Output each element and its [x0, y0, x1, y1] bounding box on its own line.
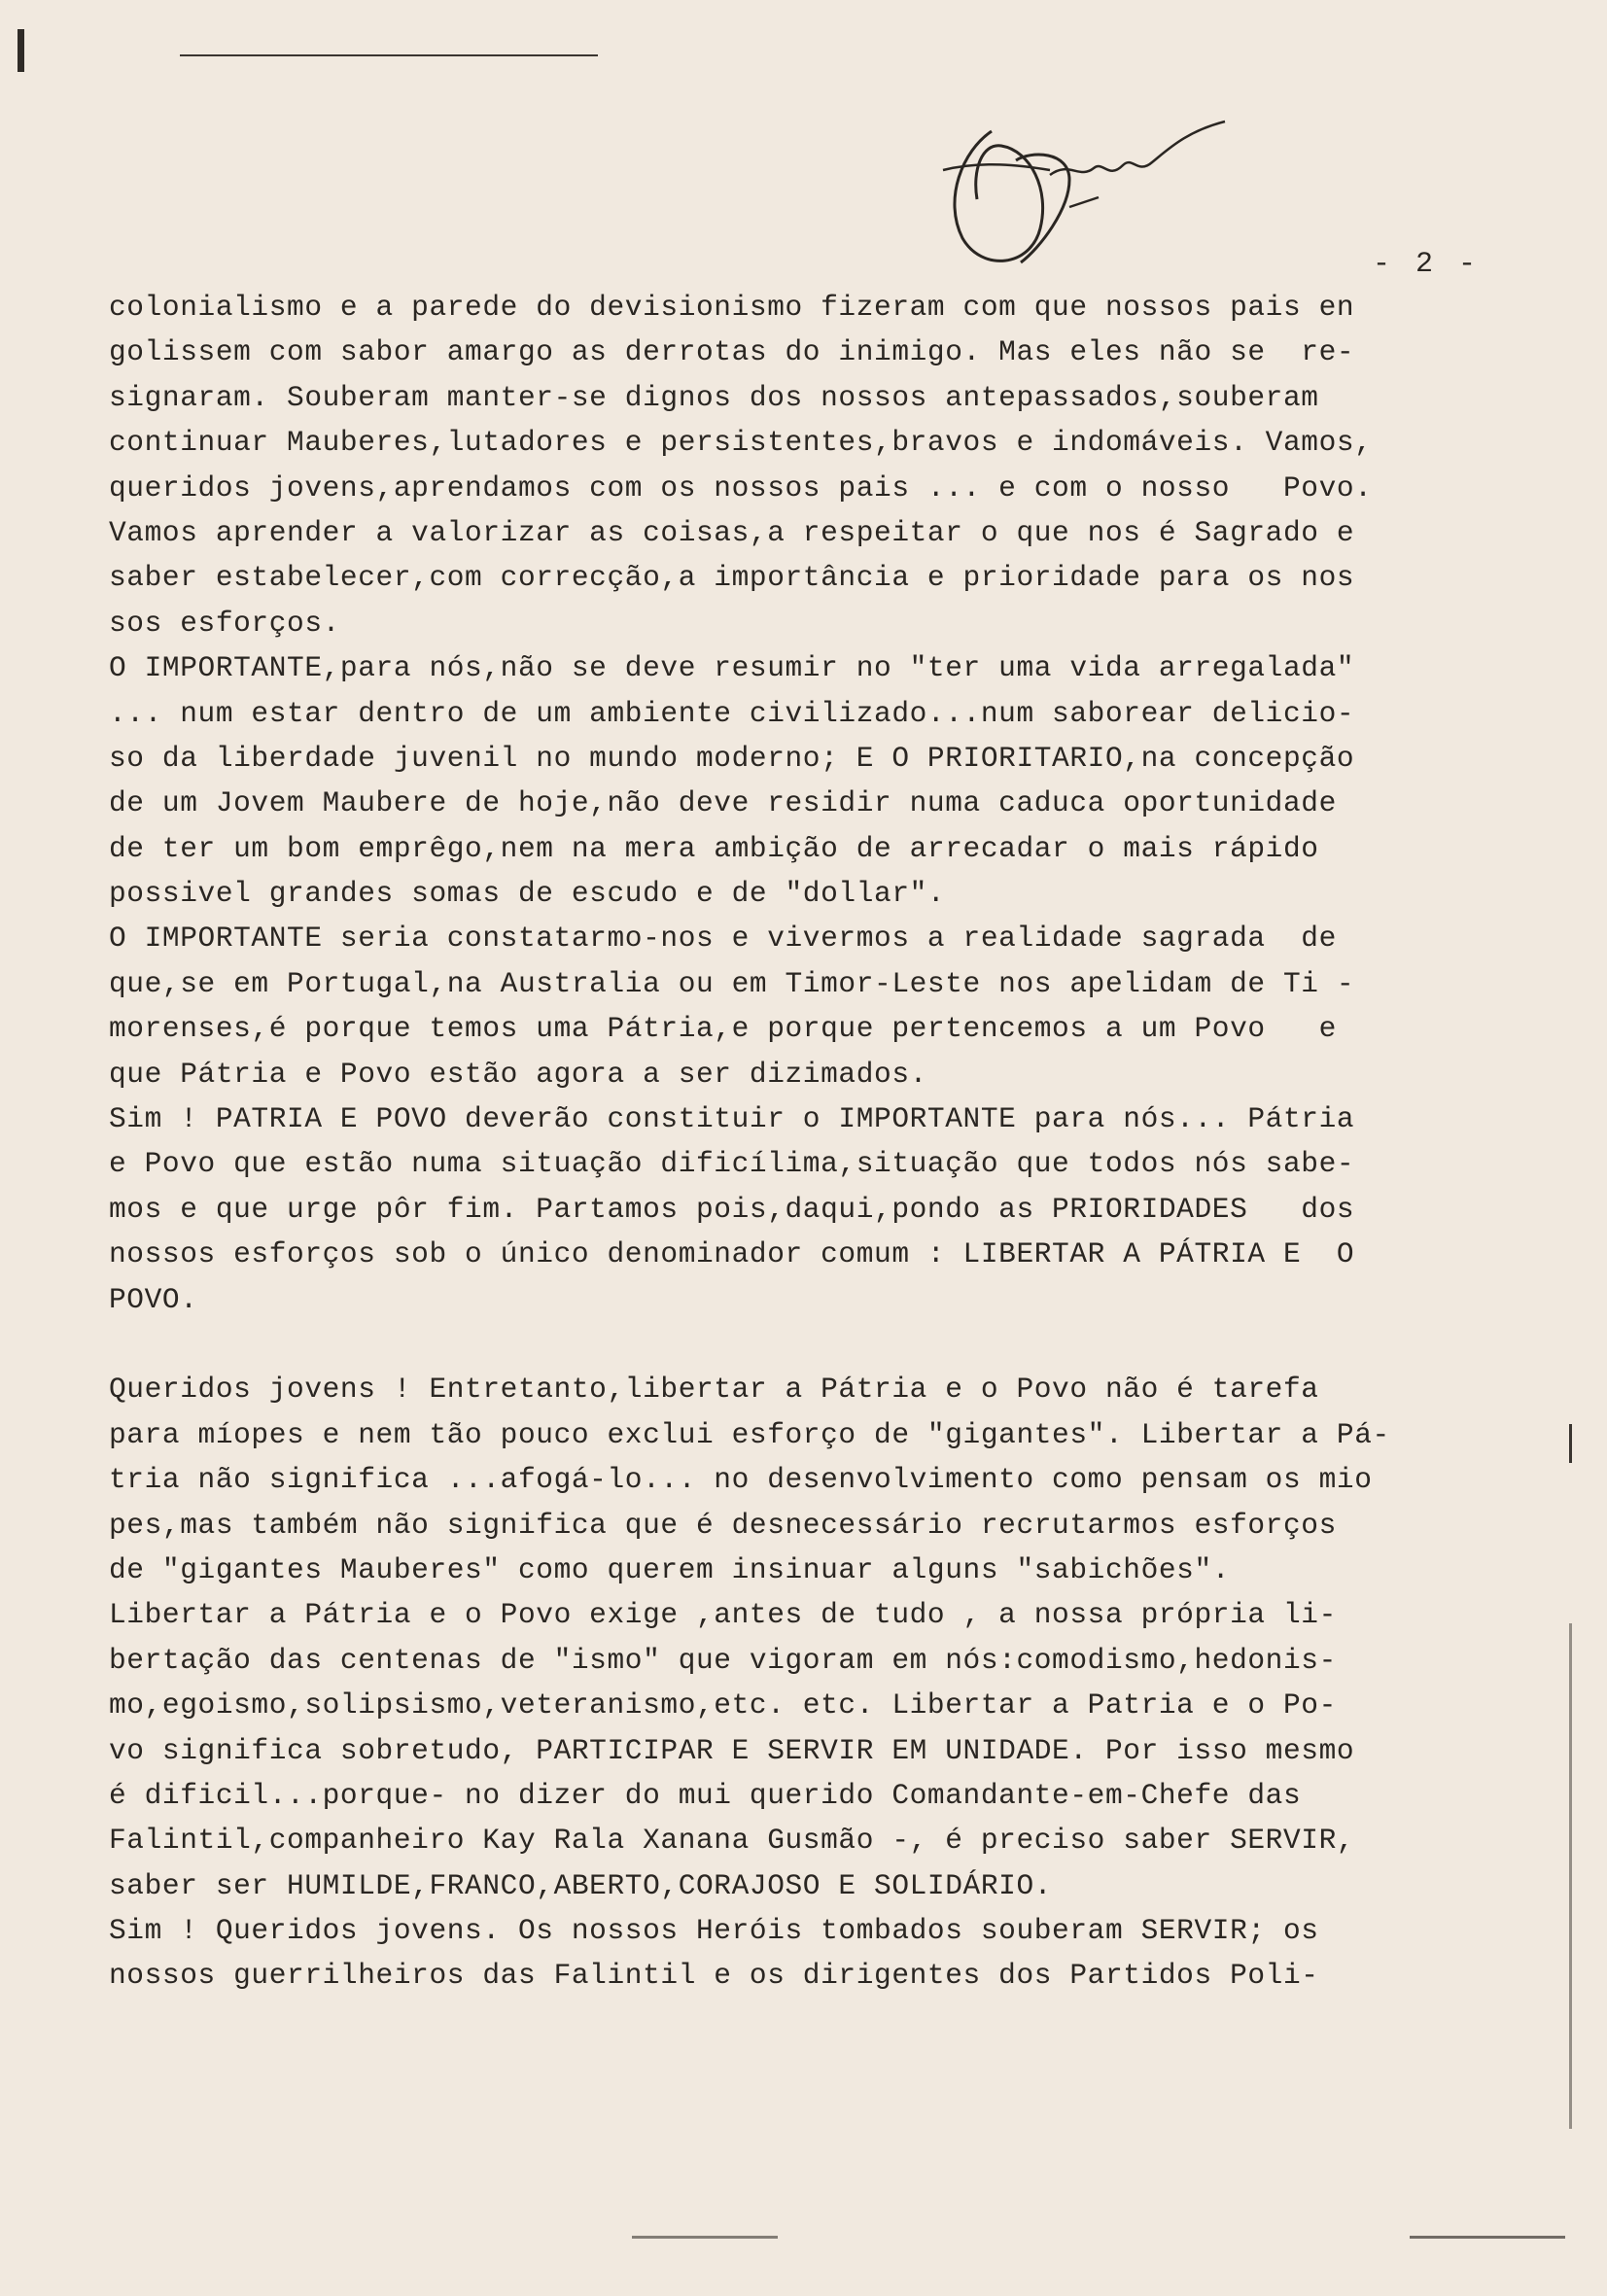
text-line: colonialismo e a parede do devisionismo fizeram com que nossos pais en [109, 291, 1355, 324]
text-line: sos esforços. [109, 606, 340, 640]
text-line: Falintil,companheiro Kay Rala Xanana Gusmão -, é preciso saber SERVIR, [109, 1824, 1355, 1858]
text-line: que Pátria e Povo estão agora a ser dizimados. [109, 1057, 927, 1091]
text-line: signaram. Souberam manter-se dignos dos nossos antepassados,souberam [109, 380, 1319, 414]
text-line: tria não significa ...afogá-lo... no desenvolvimento como pensam os mio [109, 1463, 1373, 1497]
text-line: O IMPORTANTE,para nós,não se deve resumir no "ter uma vida arregalada" [109, 651, 1355, 685]
text-line: é dificil...porque- no dizer do mui querido Comandante-em-Chefe das [109, 1778, 1302, 1812]
text-line: Sim ! PATRIA E POVO deverão constituir o IMPORTANTE para nós... Pátria [109, 1102, 1355, 1136]
text-line: O IMPORTANTE seria constatarmo-nos e vivermos a realidade sagrada de [109, 922, 1337, 956]
text-line: de ter um bom emprêgo,nem na mera ambição de arrecadar o mais rápido [109, 831, 1319, 865]
text-line: Libertar a Pátria e o Povo exige ,antes de tudo , a nossa própria li- [109, 1598, 1337, 1632]
text-line: so da liberdade juvenil no mundo moderno; E O PRIORITARIO,na concepção [109, 741, 1355, 775]
margin-tick [1569, 1623, 1572, 2129]
handwritten-signature [924, 92, 1264, 287]
text-line: morenses,é porque temos uma Pátria,e porque pertencemos a um Povo e [109, 1012, 1337, 1046]
text-line: de "gigantes Mauberes" como querem insinuar alguns "sabichões". [109, 1552, 1231, 1586]
text-line: pes,mas também não significa que é desnecessário recrutarmos esforços [109, 1508, 1337, 1542]
margin-tick [1569, 1424, 1572, 1463]
scan-edge-mark [17, 29, 24, 72]
text-line: e Povo que estão numa situação dificílima,situação que todos nós sabe- [109, 1147, 1355, 1181]
body-text [109, 285, 1489, 1999]
text-line: ... num estar dentro de um ambiente civilizado...num saborear delicio- [109, 696, 1355, 730]
text-line: nossos esforços sob o único denominador comum : LIBERTAR A PÁTRIA E O [109, 1237, 1355, 1271]
text-line: Sim ! Queridos jovens. Os nossos Heróis tombados souberam SERVIR; os [109, 1914, 1319, 1948]
text-line: nossos guerrilheiros das Falintil e os dirigentes dos Partidos Poli- [109, 1959, 1319, 1993]
text-line: mos e que urge pôr fim. Partamos pois,daqui,pondo as PRIORIDADES dos [109, 1192, 1355, 1226]
text-line: mo,egoismo,solipsismo,veteranismo,etc. etc. Libertar a Patria e o Po- [109, 1688, 1337, 1722]
text-line: queridos jovens,aprendamos com os nossos pais ... e com o nosso Povo. [109, 470, 1373, 504]
text-line: Vamos aprender a valorizar as coisas,a respeitar o que nos é Sagrado e [109, 515, 1355, 549]
text-line: golissem com sabor amargo as derrotas do inimigo. Mas eles não se re- [109, 335, 1355, 369]
text-line: saber ser HUMILDE,FRANCO,ABERTO,CORAJOSO E SOLIDÁRIO. [109, 1868, 1053, 1902]
page-number: - 2 - [1373, 248, 1481, 281]
text-line: para míopes e nem tão pouco exclui esforço de "gigantes". Libertar a Pá- [109, 1417, 1390, 1451]
text-line: de um Jovem Maubere de hoje,não deve residir numa caduca oportunidade [109, 786, 1337, 820]
text-line: continuar Mauberes,lutadores e persistentes,bravos e indomáveis. Vamos, [109, 426, 1373, 460]
bottom-rule-line [1410, 2236, 1565, 2239]
text-line: possivel grandes somas de escudo e de "dollar". [109, 877, 946, 911]
text-line [109, 1322, 1489, 1367]
text-line: que,se em Portugal,na Australia ou em Timor-Leste nos apelidam de Ti - [109, 966, 1355, 1000]
text-line: vo significa sobretudo, PARTICIPAR E SERVIR EM UNIDADE. Por isso mesmo [109, 1733, 1355, 1767]
text-line: bertação das centenas de "ismo" que vigoram em nós:comodismo,hedonis- [109, 1643, 1337, 1677]
text-line: POVO. [109, 1282, 198, 1316]
bottom-rule-line [632, 2236, 778, 2239]
text-line: Queridos jovens ! Entretanto,libertar a Pátria e o Povo não é tarefa [109, 1373, 1319, 1407]
text-line: saber estabelecer,com correcção,a importância e prioridade para os nos [109, 561, 1355, 595]
top-rule-line [180, 54, 598, 56]
